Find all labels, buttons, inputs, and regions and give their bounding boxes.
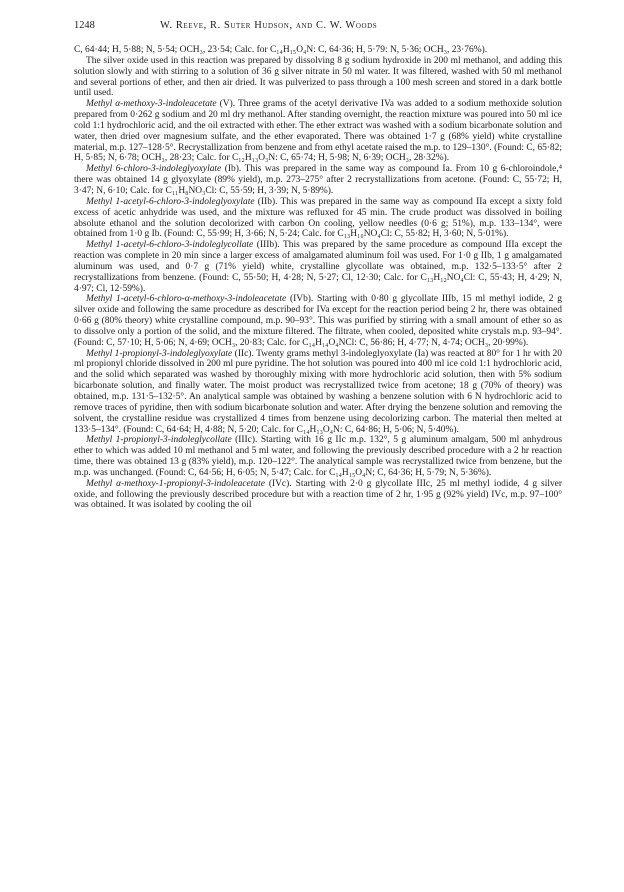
paragraph-text: (IIc). Twenty grams methyl 3-indoleglyoxylate (Ia) was reacted at 80° for 1 hr with 20 ml propionyl chloride dissolved in 200 ml pure pyridine. The hot solution was poured into 400 ml ice cold 1:1 hydrochloric acid, and the solid which separated was washed by thoroughly mixing with more hydrochloric acid solution, then with 5% sodium bicarbonate solution, and finally water. The moist product was recrystallized twice from acetone; 18 g (70% of theory) was obtained, m.p. 131·5–132·5°. An analytical sample was obtained by washing a benzene solution with 6 N hydrochloric acid to remove traces of pyridine, then with sodium bicarbonate solution and water. After drying the benzene solution and removing the solvent, the crystalline residue was crystallized 4 times from benzene using decolorizing carbon. The material then melted at 133·5–134°. (Found: C, 64·64; H, 4·88; N, 5·20; Calc. for C₁₄H₁₃O₄N: C, 64·86; H, 5·06; N, 5·40%). <box>74 348 562 435</box>
running-head: W. Reeve, R. Suter Hudson, and C. W. Woods <box>160 20 378 31</box>
paragraph-continued-analysis <box>74 45 562 56</box>
paragraph-compound-ivb <box>74 294 562 348</box>
compound-name: Methyl 1-propionyl-3-indoleglyoxylate <box>86 348 233 359</box>
paragraph-text: (IVc). Starting with 2·0 g glycollate IIIc, 25 ml methyl iodide, 4 g silver oxide, and following the previously described procedure but with a reaction time of 2 hr, 1·95 g (92% yield) IVc, m.p. 97–100° was obtained. It was isolated by cooling the oil <box>74 478 563 511</box>
compound-name: Methyl 1-acetyl-6-chloro-α-methoxy-3-indoleacetate <box>86 294 287 305</box>
paragraph-text: (IIIb). This was prepared by the same procedure as compound IIIa except the reaction was complete in 20 min since a larger excess of amalgamated aluminum foil was used. For 1·0 g IIb, 1 g amalgamated aluminum was used, and 0·7 g (71% yield) white, crystalline glycollate was obtained, m.p. 132·5–133·5° after 2 recrystallizations from benzene. (Found: C, 55·50; H, 4·28; N, 5·27; Cl, 12·30; Calc. for C₁₃H₁₂NO₄Cl: C, 55·43; H, 4·29; N, 4·97; Cl, 12·59%). <box>74 240 562 294</box>
page-number: 1248 <box>74 20 95 31</box>
paragraph-compound-ivc <box>74 479 562 512</box>
body-text <box>74 45 562 511</box>
compound-name: Methyl α-methoxy-3-indoleacetate <box>86 99 217 110</box>
paragraph-compound-iic <box>74 349 562 436</box>
compound-name: Methyl 6-chloro-3-indoleglyoxylate <box>86 164 222 175</box>
paragraph-text: (Ib). This was prepared in the same way as compound Ia. From 10 g 6-chloroindole,⁴ there was obtained 14 g glyoxylate (89% yield), m.p. 273–275° after 2 recrystallizations from acetone. (Found: C, 55·72; H, 3·47; N, 6·10; Calc. for C₁₁H₈NO₃Cl: C, 55·59; H, 3·39; N, 5·89%). <box>74 164 562 196</box>
paragraph-text: (V). Three grams of the acetyl derivative IVa was added to a sodium methoxide solution prepared from 0·262 g sodium and 20 ml dry methanol. After standing overnight, the reaction mixture was poured into 50 ml ice cold 1:1 hydrochloric acid, and the oil extracted with ether. The ether extract was washed with a sodium bicarbonate solution and water, then dried over magnesium sulfate, and the ether evaporated. There was obtained 1·7 g (68% yield) white crystalline material, m.p. 127–128·5°. Recrystallization from benzene and from ethyl acetate raised the m.p. to 129–130°. (Found: C, 65·82; H, 5·85; N, 6·78; OCH₃, 28·23; Calc. for C₁₂H₁₃O₃N: C, 65·74; H, 5·98; N, 6·39; OCH₃, 28·32%). <box>74 99 562 164</box>
paragraph-text: (IIIc). Starting with 16 g IIc m.p. 132°, 5 g aluminum amalgam, 500 ml anhydrous ether to which was added 10 ml methanol and 5 ml water, and following the previously described procedure with a 2 hr reaction time, there was obtained 13 g (83% yield), m.p. 120–122°. The analytical sample was recrystallized twice from benzene, but the m.p. was unchanged. (Found: C, 64·56; H, 6·05; N, 5·47; Calc. for C₁₄H₁₅O₄N; C, 64·36; H, 5·79; N, 5·36%). <box>74 435 563 478</box>
paragraph-text: The silver oxide used in this reaction was prepared by dissolving 8 g sodium hydroxide in 200 ml methanol, and adding this solution slowly and with stirring to a solution of 36 g silver nitrate in 50 ml water. It was filtered, washed with 50 ml methanol and several portions of ether, and then air dried. It was pulverized to pass through a 100 mesh screen and stored in a dark bottle until used. <box>74 55 562 99</box>
compound-name: Methyl 1-propionyl-3-indoleglycollate <box>86 435 232 446</box>
paragraph-text: C, 64·44; H, 5·88; N, 5·54; OCH₃, 23·54; Calc. for C₁₄H₁₅O₄N: C, 64·36; H, 5·79: N, 5·36; OCH₃, 23·76%). <box>74 45 488 55</box>
paragraph-compound-iib <box>74 197 562 240</box>
paragraph-compound-iiib <box>74 240 562 294</box>
paragraph-silver-oxide <box>74 56 562 99</box>
paragraph-text: (IVb). Starting with 0·80 g glycollate IIIb, 15 ml methyl iodide, 2 g silver oxide and following the same procedure as described for IVa except for the reaction period being 2 hr, there was obtained 0·66 g (80% theory) white crystalline compound, m.p. 90–93°. This was purified by stirring with a small amount of ether so as to dissolve only a portion of the solid, and the mixture filtered. The filtrate, when cooled, deposited white crystals m.p. 93–94°. (Found: C, 57·10; H, 5·06; N, 4·69; OCH₃, 20·83; Calc. for C₁₄H₁₄O₄NCl: C, 56·86; H, 4·77; N, 4·74; OCH₃, 20·99%). <box>74 294 562 348</box>
compound-name: Methyl α-methoxy-1-propionyl-3-indoleacetate <box>86 478 265 489</box>
paragraph-text: (IIb). This was prepared in the same way as compound IIa except a sixty fold excess of acetic anhydride was used, and the mixture was refluxed for 45 min. The crude product was dissolved in boiling absolute ethanol and the solution decolorized with carbon On cooling, yellow needles (0·6 g; 51%), m.p. 133–134°, were obtained from 1·0 g Ib. (Found: C, 55·99; H, 3·66; N, 5·24; Calc. for C₁₃H₁₀NO₄Cl: C, 55·82; H, 3·60; N, 5·01%). <box>74 196 562 240</box>
compound-name: Methyl 1-acetyl-6-chloro-3-indoleglyoxylate <box>86 196 255 207</box>
paragraph-compound-ib <box>74 164 562 197</box>
compound-name: Methyl 1-acetyl-6-chloro-3-indoleglycollate <box>86 240 254 251</box>
paragraph-compound-iiic <box>74 435 562 478</box>
paragraph-compound-v <box>74 99 562 164</box>
page-header <box>74 20 562 38</box>
